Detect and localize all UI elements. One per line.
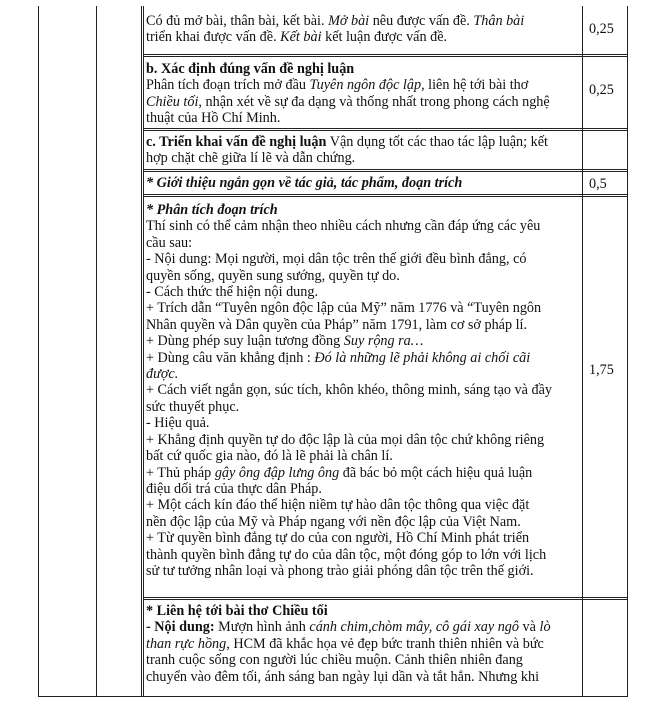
- rubric-cell-analysis: [146, 202, 582, 579]
- text-run: c. Triển khai vấn đề nghị luận: [146, 134, 327, 150]
- text-run: kết luận được vấn đề.: [321, 29, 448, 46]
- text-run: cánh chim,chòm mây, cô gái xay ngô: [309, 619, 519, 636]
- text-line: [146, 448, 582, 464]
- text-line: [146, 284, 582, 300]
- text-line: [146, 317, 582, 333]
- text-run: , nhận xét về sự đa dạng và thống nhất trong phong cách nghệ: [198, 93, 550, 110]
- table-border-bottom: [38, 696, 628, 697]
- rubric-cell-identify-issue: [146, 61, 582, 127]
- text-line: [146, 382, 582, 398]
- text-line: [146, 603, 582, 619]
- text-run: + Thủ pháp: [146, 464, 215, 481]
- text-run: - Hiệu quả.: [146, 415, 210, 432]
- row-divider: [143, 128, 627, 129]
- row-divider: [143, 54, 627, 55]
- row-divider: [143, 56, 627, 57]
- text-run: bất cứ quốc gia nào, đó là lẽ phải là chân lí.: [146, 448, 393, 465]
- text-run: , liên hệ tới bài thơ: [421, 77, 529, 94]
- row-divider: [143, 599, 627, 600]
- score-cell: 1,75: [589, 362, 614, 378]
- text-run: điệu dối trá của thực dân Pháp.: [146, 480, 322, 497]
- text-line: [146, 350, 582, 366]
- text-line: [146, 636, 582, 652]
- text-line: [146, 333, 582, 349]
- text-run: sử tư tưởng nhân loại và phong trào giải phóng dân tộc trên thế giới.: [146, 562, 534, 579]
- text-run: chuyển vào đêm tối, ánh sáng ban ngày lụi dần và tắt hẳn. Nhưng khi: [146, 668, 540, 685]
- text-line: [146, 481, 582, 497]
- text-run: được.: [146, 366, 179, 383]
- text-run: + Dùng câu văn khẳng định :: [146, 349, 315, 366]
- text-run: Thân bài: [473, 13, 525, 29]
- text-line: [146, 150, 582, 166]
- text-line: [146, 366, 582, 382]
- text-line: [146, 415, 582, 431]
- score-cell: 0,25: [589, 21, 614, 37]
- text-run: b. Xác định đúng vấn đề nghị luận: [146, 61, 355, 77]
- text-run: cầu sau:: [146, 234, 193, 251]
- text-run: Kết bài: [280, 29, 322, 46]
- text-line: [146, 300, 582, 316]
- table-border-col3b: [143, 6, 144, 696]
- row-divider: [143, 196, 627, 197]
- text-run: Nhân quyền và Dân quyền của Pháp” năm 1791, làm cơ sở pháp lí.: [146, 316, 528, 333]
- text-run: * Giới thiệu ngắn gọn về tác giả, tác phẩm, đoạn trích: [146, 175, 463, 191]
- text-run: + Khẳng định quyền tự do độc lập là của mọi dân tộc chứ không riêng: [146, 431, 545, 448]
- text-run: Suy rộng ra…: [343, 333, 424, 350]
- text-line: [146, 669, 582, 685]
- text-run: Thí sinh có thể cảm nhận theo nhiều cách nhưng cần đáp ứng các yêu: [146, 218, 541, 235]
- text-run: gậy ông đập lưng ông: [214, 464, 340, 481]
- text-run: Tuyên ngôn độc lập: [309, 77, 422, 94]
- text-line: [146, 563, 582, 579]
- text-line: [146, 432, 582, 448]
- text-run: , HCM đã khắc họa vẻ đẹp bức tranh thiên nhiên và bức: [226, 635, 544, 652]
- text-run: - Cách thức thể hiện nội dung.: [146, 284, 318, 301]
- text-line: [146, 61, 582, 77]
- table-border-col3: [141, 6, 142, 696]
- text-run: thuật của Hồ Chí Minh.: [146, 110, 281, 127]
- text-line: [146, 251, 582, 267]
- text-run: nêu được vấn đề.: [369, 13, 474, 29]
- text-run: Mượn hình ảnh: [214, 619, 310, 636]
- row-divider: [143, 171, 627, 172]
- text-run: triển khai được vấn đề.: [146, 29, 281, 46]
- row-divider: [143, 169, 627, 170]
- table-border-col2: [96, 6, 97, 696]
- text-line: [146, 94, 582, 110]
- text-run: Vận dụng tốt các thao tác lập luận; kết: [326, 134, 548, 150]
- table-border-left: [38, 6, 39, 696]
- score-cell: 0,25: [589, 82, 614, 98]
- text-run: Phân tích đoạn trích mở đầu: [146, 77, 310, 94]
- rubric-cell-structure: [146, 13, 582, 46]
- text-run: + Trích dẫn “Tuyên ngôn độc lập của Mỹ” năm 1776 và “Tuyên ngôn: [146, 300, 542, 317]
- text-line: [146, 619, 582, 635]
- text-line: [146, 399, 582, 415]
- row-divider: [143, 130, 627, 131]
- text-run: Chiều tối: [146, 93, 199, 110]
- text-run: nền độc lập của Mỹ và Pháp ngang với nền độc lập của Việt Nam.: [146, 513, 521, 530]
- text-line: [146, 175, 582, 191]
- text-run: Mở bài: [328, 13, 370, 29]
- text-run: than rực hồng: [146, 635, 227, 652]
- text-line: [146, 218, 582, 234]
- table-border-right: [627, 6, 628, 696]
- text-line: [146, 110, 582, 126]
- text-run: hợp chặt chẽ giữa lí lẽ và dẫn chứng.: [146, 150, 356, 167]
- text-run: thành quyền bình đẳng tự do của dân tộc, một đóng góp to lớn với lịch: [146, 546, 547, 563]
- text-run: Đó là những lẽ phải không ai chối cãi: [314, 349, 531, 366]
- row-divider: [143, 194, 627, 195]
- rubric-cell-develop-issue: [146, 134, 582, 167]
- text-line: [146, 514, 582, 530]
- text-run: + Từ quyền bình đẳng tự do của con người, Hồ Chí Minh phát triển: [146, 530, 530, 547]
- text-run: đã bác bỏ một cách hiệu quả luận: [339, 464, 533, 481]
- text-run: - Nội dung: Mọi người, mọi dân tộc trên thế giới đều bình đẳng, có: [146, 251, 527, 268]
- text-line: [146, 497, 582, 513]
- text-run: và: [519, 619, 540, 636]
- text-line: [146, 13, 582, 29]
- rubric-cell-introduction: [146, 175, 582, 191]
- text-run: + Một cách kín đáo thể hiện niềm tự hào dân tộc thông qua việc đặt: [146, 497, 530, 514]
- text-run: + Dùng phép suy luận tương đồng: [146, 333, 344, 350]
- text-line: [146, 465, 582, 481]
- text-line: [146, 268, 582, 284]
- text-run: lò: [539, 619, 551, 636]
- text-line: [146, 77, 582, 93]
- text-run: * Liên hệ tới bài thơ Chiều tối: [146, 603, 328, 619]
- text-run: tranh cuộc sống con người lúc chiều muộn. Cảnh thiên nhiên đang: [146, 652, 523, 669]
- row-divider: [143, 597, 627, 598]
- text-run: + Cách viết ngắn gọn, súc tích, khôn khéo, thông minh, sáng tạo và đầy: [146, 382, 552, 399]
- table-border-col4: [582, 6, 583, 696]
- text-line: [146, 530, 582, 546]
- text-line: [146, 235, 582, 251]
- text-line: [146, 134, 582, 150]
- score-cell: 0,5: [589, 176, 607, 192]
- rubric-cell-comparison: [146, 603, 582, 685]
- text-line: [146, 29, 582, 45]
- text-run: sức thuyết phục.: [146, 398, 240, 415]
- text-line: [146, 652, 582, 668]
- text-line: [146, 547, 582, 563]
- text-run: Có đủ mở bài, thân bài, kết bài.: [146, 13, 329, 29]
- text-run: quyền sống, quyền sung sướng, quyền tự do.: [146, 267, 400, 284]
- text-line: [146, 202, 582, 218]
- text-run: * Phân tích đoạn trích: [146, 202, 278, 218]
- text-run: - Nội dung:: [146, 619, 215, 636]
